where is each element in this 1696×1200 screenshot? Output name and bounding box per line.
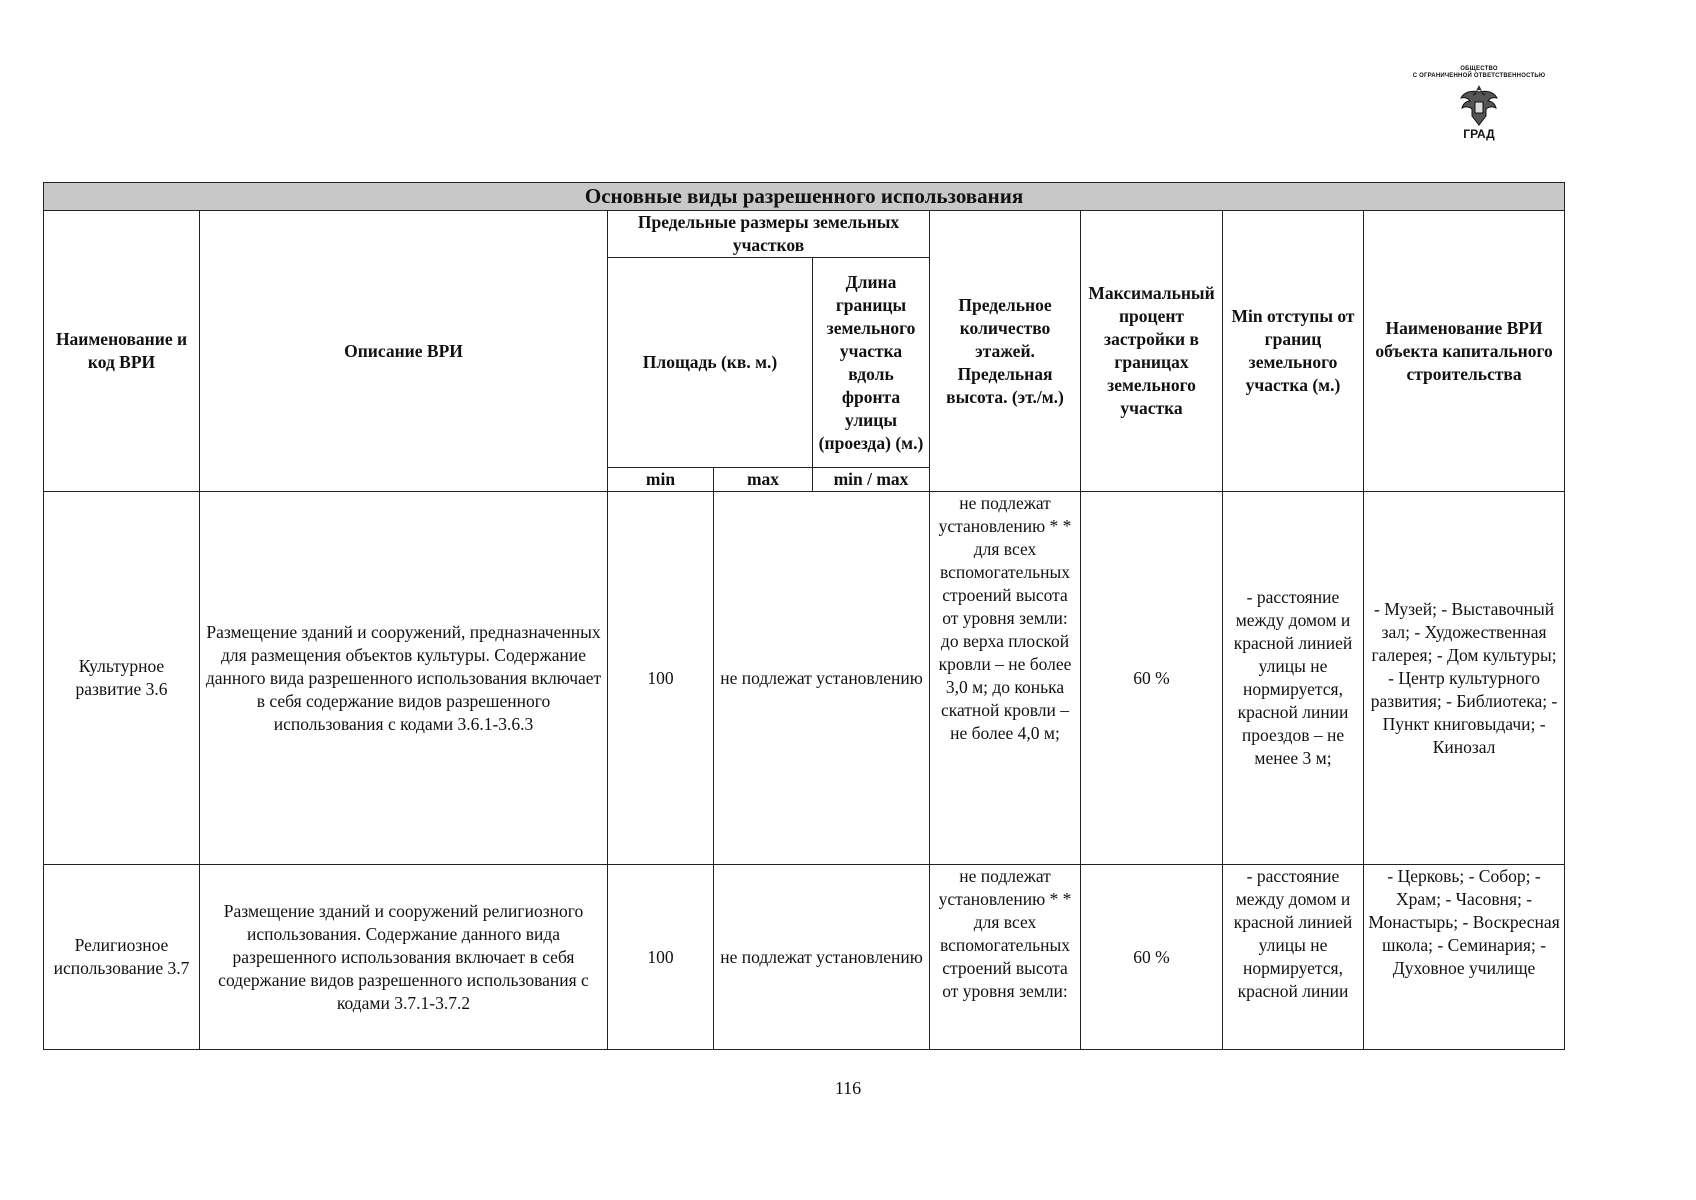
header-floors-height: Предельное количество этажей. Предельная высота. (эт./м.) [930, 211, 1081, 492]
header-description: Описание ВРИ [200, 211, 608, 492]
header-plot-limits: Предельные размеры земельных участков [608, 211, 930, 258]
cell-area-max-frontage: не подлежат установлению [714, 865, 930, 1050]
header-objects: Наименование ВРИ объекта капитального строительства [1364, 211, 1565, 492]
header-max-coverage: Максимальный процент застройки в границах земельного участка [1081, 211, 1223, 492]
table-title: Основные виды разрешенного использования [44, 183, 1565, 211]
header-area: Площадь (кв. м.) [608, 258, 813, 468]
logo-brand-name: ГРАД [1463, 127, 1495, 141]
cell-coverage: 60 % [1081, 865, 1223, 1050]
cell-coverage: 60 % [1081, 492, 1223, 865]
cell-setbacks: - расстояние между домом и красной линией улицы не нормируется, красной линии [1223, 865, 1364, 1050]
cell-area-min: 100 [608, 865, 714, 1050]
header-min-max: min / max [813, 468, 930, 492]
cell-name-code: Культурное развитие 3.6 [44, 492, 200, 865]
header-name-code: Наименование и код ВРИ [44, 211, 200, 492]
cell-setbacks: - расстояние между домом и красной линией улицы не нормируется, красной линии проездов – не менее 3 м; [1223, 492, 1364, 865]
company-logo [1386, 66, 1572, 158]
cell-floors-height: не подлежат установлению * * для всех вспомогательных строений высота от уровня земли: до верха плоской кровли – не более 3,0 м; до конька скатной кровли – не более 4,0 м; [930, 492, 1081, 865]
table-row [44, 492, 1565, 865]
cell-name-code: Религиозное использование 3.7 [44, 865, 200, 1050]
cell-objects: - Музей; - Выставочный зал; - Художественная галерея; - Дом культуры; - Центр культурного развития; - Библиотека; - Пункт книговыдачи; - Кинозал [1364, 492, 1565, 865]
permitted-use-table [43, 182, 1565, 1050]
cell-description: Размещение зданий и сооружений религиозного использования. Содержание данного вида разрешенного использования включает в себя содержание видов разрешенного использования с кодами 3.7.1-3.7.2 [200, 865, 608, 1050]
cell-area-max-frontage: не подлежат установлению [714, 492, 930, 865]
logo-org-line1: ОБЩЕСТВО [1460, 66, 1498, 72]
header-min: min [608, 468, 714, 492]
cell-floors-height: не подлежат установлению * * для всех вспомогательных строений высота от уровня земли: [930, 865, 1081, 1050]
page-number: 116 [834, 1078, 862, 1098]
header-max: max [714, 468, 813, 492]
table-row [44, 865, 1565, 1050]
logo-org-line2: С ОГРАНИЧЕННОЙ ОТВЕТСТВЕННОСТЬЮ [1412, 73, 1546, 79]
header-setbacks: Min отступы от границ земельного участка (м.) [1223, 211, 1364, 492]
cell-description: Размещение зданий и сооружений, предназначенных для размещения объектов культуры. Содержание данного вида разрешенного использования включает в себя содержание видов разрешенного использования с кодами 3.6.1-3.6.3 [200, 492, 608, 865]
cell-objects: - Церковь; - Собор; - Храм; - Часовня; - Монастырь; - Воскресная школа; - Семинария; - Духовное училище [1364, 865, 1565, 1050]
double-headed-eagle-emblem-icon [1458, 82, 1500, 128]
header-frontage: Длина границы земельного участка вдоль фронта улицы (проезда) (м.) [813, 258, 930, 468]
cell-area-min: 100 [608, 492, 714, 865]
